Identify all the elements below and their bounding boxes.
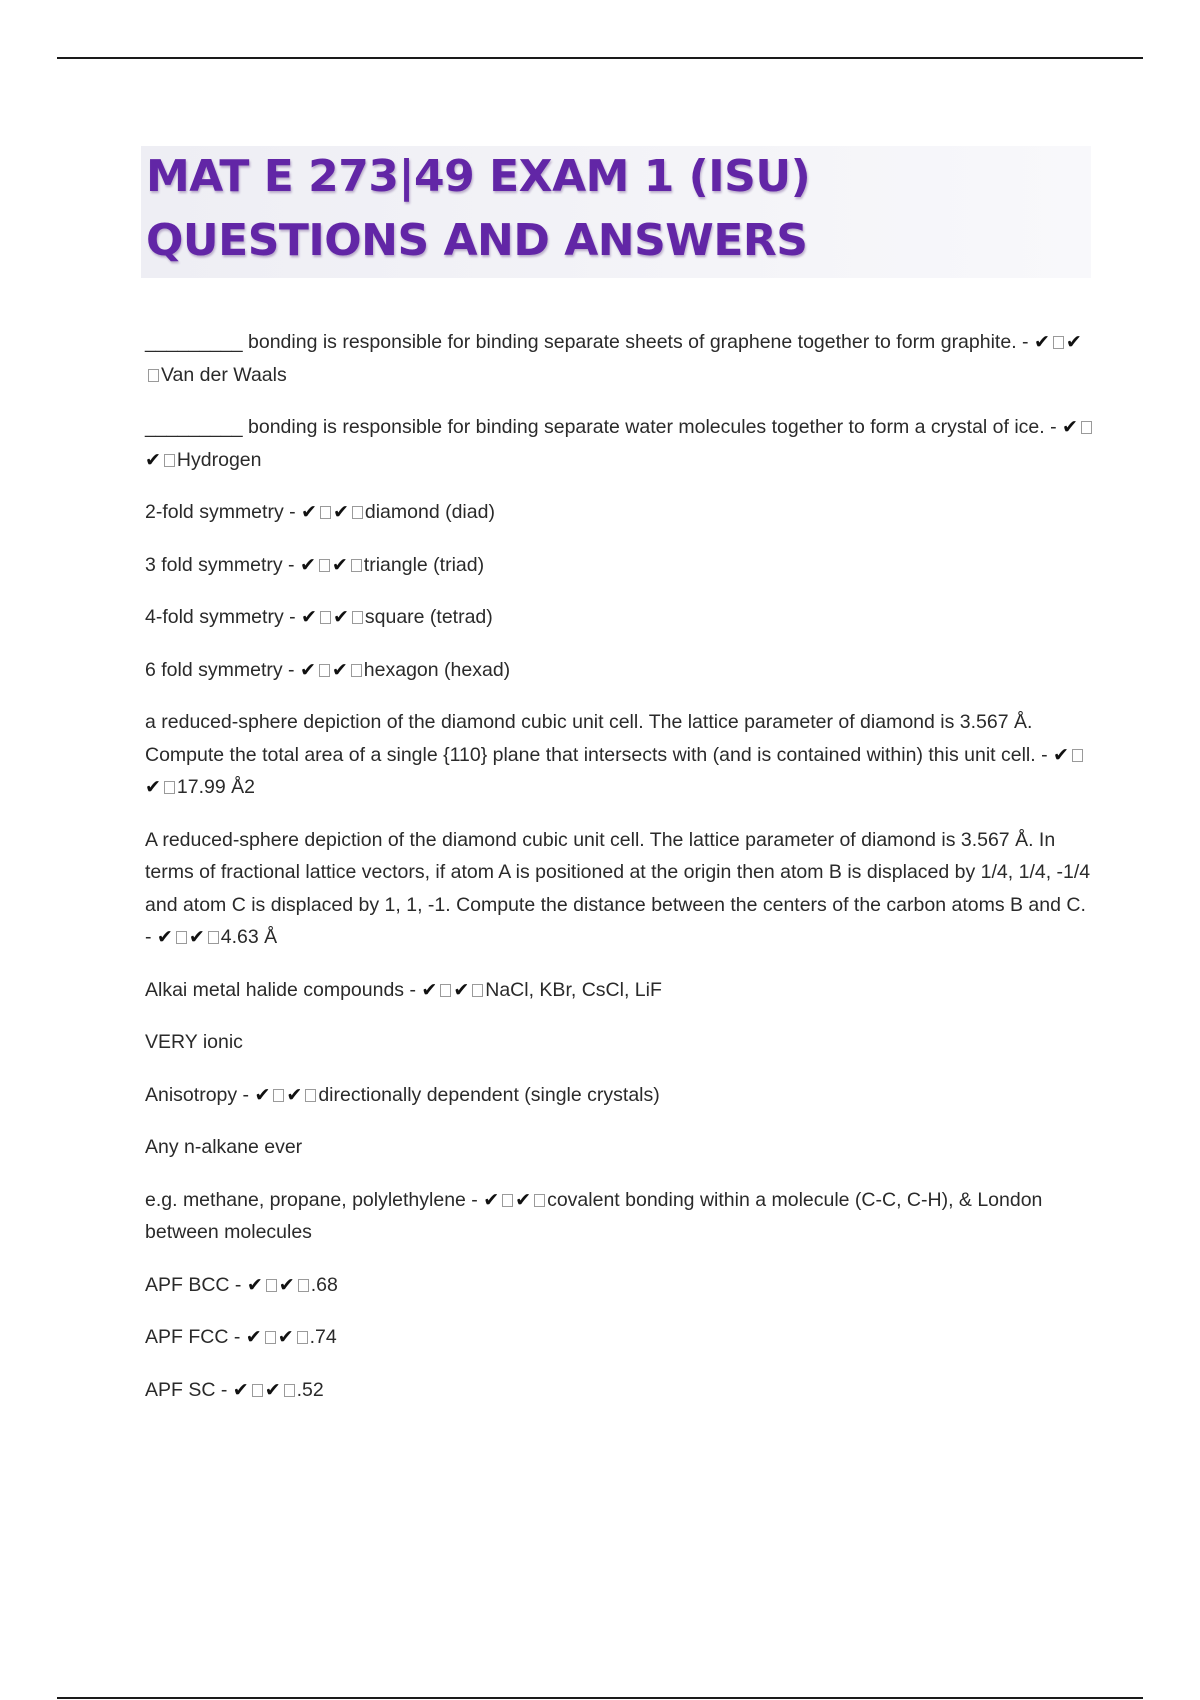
qa-item (145, 1079, 1095, 1112)
check-icon: ✔ (277, 1326, 294, 1348)
answer-text: .74 (309, 1326, 337, 1348)
qa-item (145, 974, 1095, 1007)
check-icon: ✔ (1062, 416, 1078, 438)
check-icon: ✔ (1033, 331, 1050, 353)
question-text: APF SC - (145, 1378, 228, 1401)
check-icon: ✔ (331, 658, 348, 681)
answer-text: NaCl, KBr, CsCl, LiF (485, 978, 662, 1001)
bottom-rule (57, 1697, 1143, 1699)
qa-item (145, 1321, 1095, 1354)
box-icon (298, 1279, 309, 1292)
top-rule (57, 57, 1143, 59)
check-icon: ✔ (286, 1083, 303, 1106)
box-icon (265, 1331, 276, 1344)
answer-text: .52 (296, 1378, 324, 1401)
answer-text: square (tetrad) (364, 606, 493, 628)
qa-item (145, 601, 1095, 634)
question-text: 2-fold symmetry - (145, 501, 296, 523)
answer-text: covalent bonding within a molecule (C-C, C-H), & London between molecules (145, 1188, 1043, 1243)
check-icon: ✔ (515, 1188, 532, 1211)
qa-content (145, 326, 1095, 1426)
box-icon (351, 559, 362, 572)
check-icon: ✔ (332, 606, 349, 628)
note-text: Any n-alkane ever (145, 1136, 303, 1158)
box-icon (319, 559, 330, 572)
answer-text: 17.99 Å2 (176, 776, 255, 798)
box-icon (534, 1194, 545, 1207)
qa-item (145, 326, 1095, 391)
question-text: APF FCC - (145, 1326, 241, 1348)
qa-item (145, 549, 1095, 582)
question-text: APF BCC - (145, 1273, 242, 1296)
box-icon (352, 611, 363, 624)
box-icon (297, 1331, 308, 1344)
check-icon: ✔ (453, 978, 470, 1001)
box-icon (208, 931, 219, 944)
check-icon: ✔ (1065, 331, 1082, 353)
check-icon: ✔ (245, 1326, 262, 1348)
question-text: 4-fold symmetry - (145, 606, 296, 628)
check-icon: ✔ (483, 1188, 500, 1211)
qa-item (145, 824, 1095, 954)
check-icon: ✔ (301, 501, 317, 523)
check-icon: ✔ (246, 1273, 263, 1296)
answer-text: Van der Waals (161, 363, 287, 386)
question-text: Anisotropy - (145, 1083, 250, 1106)
question-text: _________ bonding is responsible for binding separate sheets of graphene together to form graphite. - (145, 331, 1029, 353)
check-icon: ✔ (332, 501, 349, 523)
box-icon (319, 664, 330, 677)
answer-text: triangle (triad) (363, 553, 485, 576)
question-text: _________ bonding is responsible for binding separate water molecules together to form a crystal of ice. - (145, 416, 1057, 438)
check-icon: ✔ (299, 553, 316, 576)
box-icon (164, 454, 175, 467)
qa-item (145, 1374, 1095, 1407)
answer-text: Hydrogen (176, 448, 262, 471)
check-icon: ✔ (232, 1378, 249, 1401)
box-icon (266, 1279, 277, 1292)
question-text: Alkai metal halide compounds - (145, 978, 416, 1001)
box-icon (352, 506, 363, 519)
answer-text: .68 (310, 1273, 338, 1296)
box-icon (320, 506, 331, 519)
qa-item (145, 496, 1095, 529)
check-icon: ✔ (254, 1083, 271, 1106)
qa-item (145, 1269, 1095, 1302)
qa-item (145, 706, 1095, 804)
box-icon (273, 1089, 284, 1102)
answer-text: 4.63 Å (220, 926, 278, 948)
box-icon (440, 984, 451, 997)
box-icon (1053, 336, 1064, 349)
box-icon (502, 1194, 513, 1207)
check-icon: ✔ (264, 1378, 281, 1401)
box-icon (148, 369, 159, 382)
question-text: e.g. methane, propane, polylethylene - (145, 1188, 478, 1211)
check-icon: ✔ (299, 658, 316, 681)
check-icon: ✔ (156, 926, 173, 948)
check-icon: ✔ (1053, 743, 1069, 766)
box-icon (305, 1089, 316, 1102)
check-icon: ✔ (331, 553, 348, 576)
qa-item (145, 1184, 1095, 1249)
question-text: a reduced-sphere depiction of the diamond cubic unit cell. The lattice parameter of diamond is 3.567 Å. Compute the total area of a single {110} plane that intersects with (and is contained within) this unit cell. - (145, 711, 1048, 766)
note-text: VERY ionic (145, 1031, 243, 1053)
box-icon (472, 984, 483, 997)
check-icon: ✔ (145, 776, 161, 798)
box-icon (320, 611, 331, 624)
box-icon (252, 1384, 263, 1397)
check-icon: ✔ (278, 1273, 295, 1296)
question-text: 3 fold symmetry - (145, 553, 295, 576)
qa-item (145, 411, 1095, 476)
check-icon: ✔ (188, 926, 205, 948)
box-icon (176, 931, 187, 944)
answer-text: hexagon (hexad) (363, 658, 511, 681)
question-text: A reduced-sphere depiction of the diamond cubic unit cell. The lattice parameter of diamond is 3.567 Å. In terms of fractional lattice vectors, if atom A is positioned at the origin then atom B is displaced by 1/4, 1/4, -1/4 and atom C is displaced by 1, 1, -1. Compute the distance between the centers of the carbon atoms B and C. - (145, 828, 1091, 948)
box-icon (1072, 749, 1083, 762)
box-icon (351, 664, 362, 677)
answer-text: diamond (diad) (364, 501, 495, 523)
check-icon: ✔ (145, 448, 161, 471)
question-text: 6 fold symmetry - (145, 658, 295, 681)
check-icon: ✔ (301, 606, 317, 628)
answer-text: directionally dependent (single crystals) (318, 1083, 660, 1106)
box-icon (284, 1384, 295, 1397)
page-title: MAT E 273|49 EXAM 1 (ISU) QUESTIONS AND ANSWERS (146, 151, 811, 266)
box-icon (1081, 421, 1092, 434)
qa-item (145, 654, 1095, 687)
box-icon (164, 781, 175, 794)
check-icon: ✔ (421, 978, 438, 1001)
